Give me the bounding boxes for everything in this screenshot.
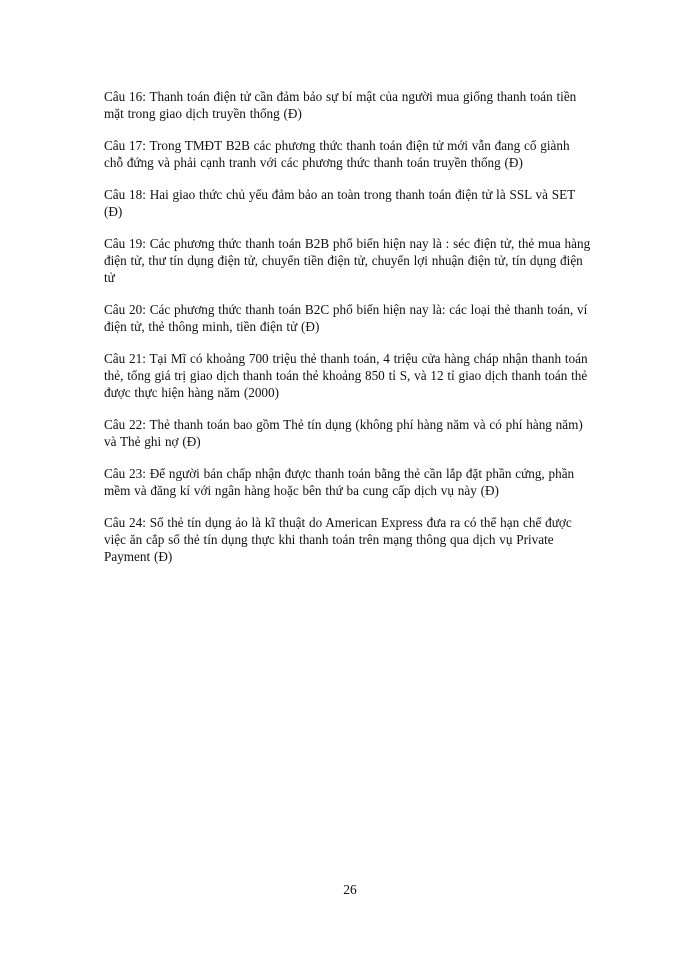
question-22: Câu 22: Thẻ thanh toán bao gồm Thẻ tín dụng (không phí hàng năm và có phí hàng năm) và Thẻ ghi nợ (Đ) — [104, 417, 583, 449]
question-21: Câu 21: Tại Mĩ có khoảng 700 triệu thẻ thanh toán, 4 triệu cửa hàng cháp nhận thanh toán thẻ, tổng giá trị giao dịch thanh toán thẻ khoảng 850 tỉ S, và 12 tỉ giao dịch thanh toán thẻ được thực hiện hàng năm (2000) — [104, 351, 588, 400]
question-19: Câu 19: Các phương thức thanh toán B2B phổ biến hiện nay là : séc điện tử, thẻ mua hàng điện tử, thư tín dụng điện tử, chuyển tiền điện tử, chuyển lợi nhuận điện tử, tín dụng điện tử — [104, 236, 591, 285]
question-23: Câu 23: Để người bán chấp nhận được thanh toán bằng thẻ cần lắp đặt phần cứng, phần mềm và đăng kí với ngân hàng hoặc bên thứ ba cung cấp dịch vụ này (Đ) — [104, 466, 575, 498]
question-18: Câu 18: Hai giao thức chủ yếu đảm bảo an toàn trong thanh toán điện tử là SSL và SET (Đ) — [104, 187, 575, 219]
document-body — [104, 88, 592, 580]
question-20: Câu 20: Các phương thức thanh toán B2C phổ biến hiện nay là: các loại thẻ thanh toán, ví điện tử, thẻ thông minh, tiền điện tử (Đ) — [104, 302, 588, 334]
question-17: Câu 17: Trong TMĐT B2B các phương thức thanh toán điện tử mới vẫn đang cố giành chỗ đứng và phải cạnh tranh với các phương thức thanh toán truyền thống (Đ) — [104, 138, 570, 170]
question-24: Câu 24: Số thẻ tín dụng ảo là kĩ thuật do American Express đưa ra có thể hạn chế được việc ăn cắp số thẻ tín dụng thực khi thanh toán trên mạng thông qua dịch vụ Private Payment (Đ) — [104, 515, 572, 564]
question-16: Câu 16: Thanh toán điện tử cần đảm bảo sự bí mật của người mua giống thanh toán tiền mặt trong giao dịch truyền thống (Đ) — [104, 89, 577, 121]
page-number: 26 — [343, 882, 357, 897]
